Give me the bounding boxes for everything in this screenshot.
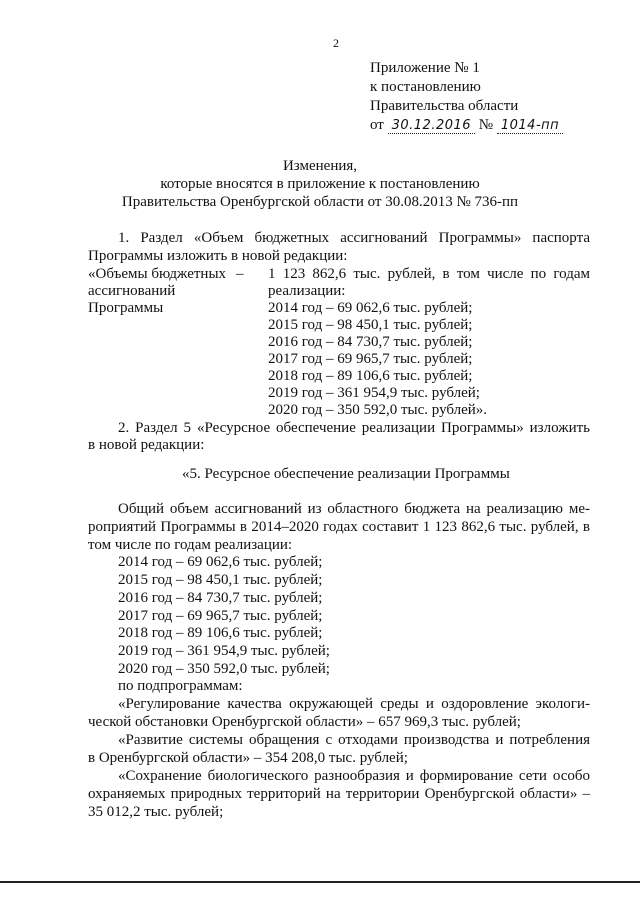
passport-value-9: 2020 год – 350 592,0 тыс. рублей». [268,402,488,418]
passport-value-8: 2019 год – 361 954,9 тыс. рублей; [268,385,480,401]
item2-line-2: в новой редакции: [88,437,205,453]
appendix-ref: к постановлению [370,79,481,95]
passport-value-7: 2018 год – 89 106,6 тыс. рублей; [268,368,473,384]
page-number: 2 [333,36,339,50]
passport-label-3: Программы [88,300,164,316]
subprogram-1-line-1: «Регулирование качества окружающей среды и оздоровление экологи- [118,696,590,712]
handwritten-date: 30.12.2016 [388,119,475,134]
passport-label-1: «Объемы бюджетных [88,266,227,282]
year-line-2017: 2017 год – 69 965,7 тыс. рублей; [118,608,323,624]
heading-line-1: Изменения, [282,158,358,174]
passport-value-6: 2017 год – 69 965,7 тыс. рублей; [268,351,473,367]
passport-value-1: 1 123 862,6 тыс. рублей, в том числе по годам [268,266,590,282]
year-line-2020: 2020 год – 350 592,0 тыс. рублей; [118,661,330,677]
section-title: «5. Ресурсное обеспечение реализации Программы [182,466,510,482]
subprogram-2-line-2: в Оренбургской области» – 354 208,0 тыс. рублей; [88,750,408,766]
year-line-2014: 2014 год – 69 062,6 тыс. рублей; [118,554,323,570]
page-bottom-rule [0,881,640,883]
year-line-2016: 2016 год – 84 730,7 тыс. рублей; [118,590,323,606]
passport-dash: – [236,266,244,282]
year-line-2019: 2019 год – 361 954,9 тыс. рублей; [118,643,330,659]
subprogram-3-line-2: охраняемых природных территорий на территории Оренбургской области» – [88,786,590,802]
number-prefix: № [478,117,494,133]
subprogram-3-line-3: 35 012,2 тыс. рублей; [88,804,224,820]
passport-label-2: ассигнований [88,283,176,299]
section-para-line-1: Общий объем ассигнований из областного бюджета на реализацию ме- [118,501,590,517]
subprogram-3-line-1: «Сохранение биологического разнообразия и формирование сети особо [118,768,590,784]
item1-line-2: Программы изложить в новой редакции: [88,248,348,264]
appendix-authority: Правительства области [370,98,519,114]
date-prefix: от [370,117,384,133]
by-subprogram-label: по подпрограммам: [118,678,243,694]
passport-value-4: 2015 год – 98 450,1 тыс. рублей; [268,317,473,333]
heading-line-2: которые вносятся в приложение к постановлению [160,176,480,192]
year-line-2015: 2015 год – 98 450,1 тыс. рублей; [118,572,323,588]
appendix-title: Приложение № 1 [370,60,480,76]
passport-value-2: реализации: [268,283,346,299]
handwritten-number: 1014-пп [497,119,563,134]
passport-value-5: 2016 год – 84 730,7 тыс. рублей; [268,334,473,350]
appendix-block [370,59,563,135]
section-para-line-2: роприятий Программы в 2014–2020 годах составит 1 123 862,6 тыс. рублей, в [88,519,590,535]
section-para-line-3: том числе по годам реализации: [88,537,293,553]
item2-line-1: 2. Раздел 5 «Ресурсное обеспечение реализации Программы» изложить [118,420,590,436]
heading-line-3: Правительства Оренбургской области от 30.08.2013 № 736-пп [121,194,519,210]
appendix-date-line [370,116,563,135]
subprogram-2-line-1: «Развитие системы обращения с отходами производства и потребления [118,732,590,748]
subprogram-1-line-2: ческой обстановки Оренбургской области» – 657 969,3 тыс. рублей; [88,714,521,730]
item1-line-1: 1. Раздел «Объем бюджетных ассигнований Программы» паспорта [118,230,590,246]
passport-value-3: 2014 год – 69 062,6 тыс. рублей; [268,300,473,316]
year-line-2018: 2018 год – 89 106,6 тыс. рублей; [118,625,323,641]
